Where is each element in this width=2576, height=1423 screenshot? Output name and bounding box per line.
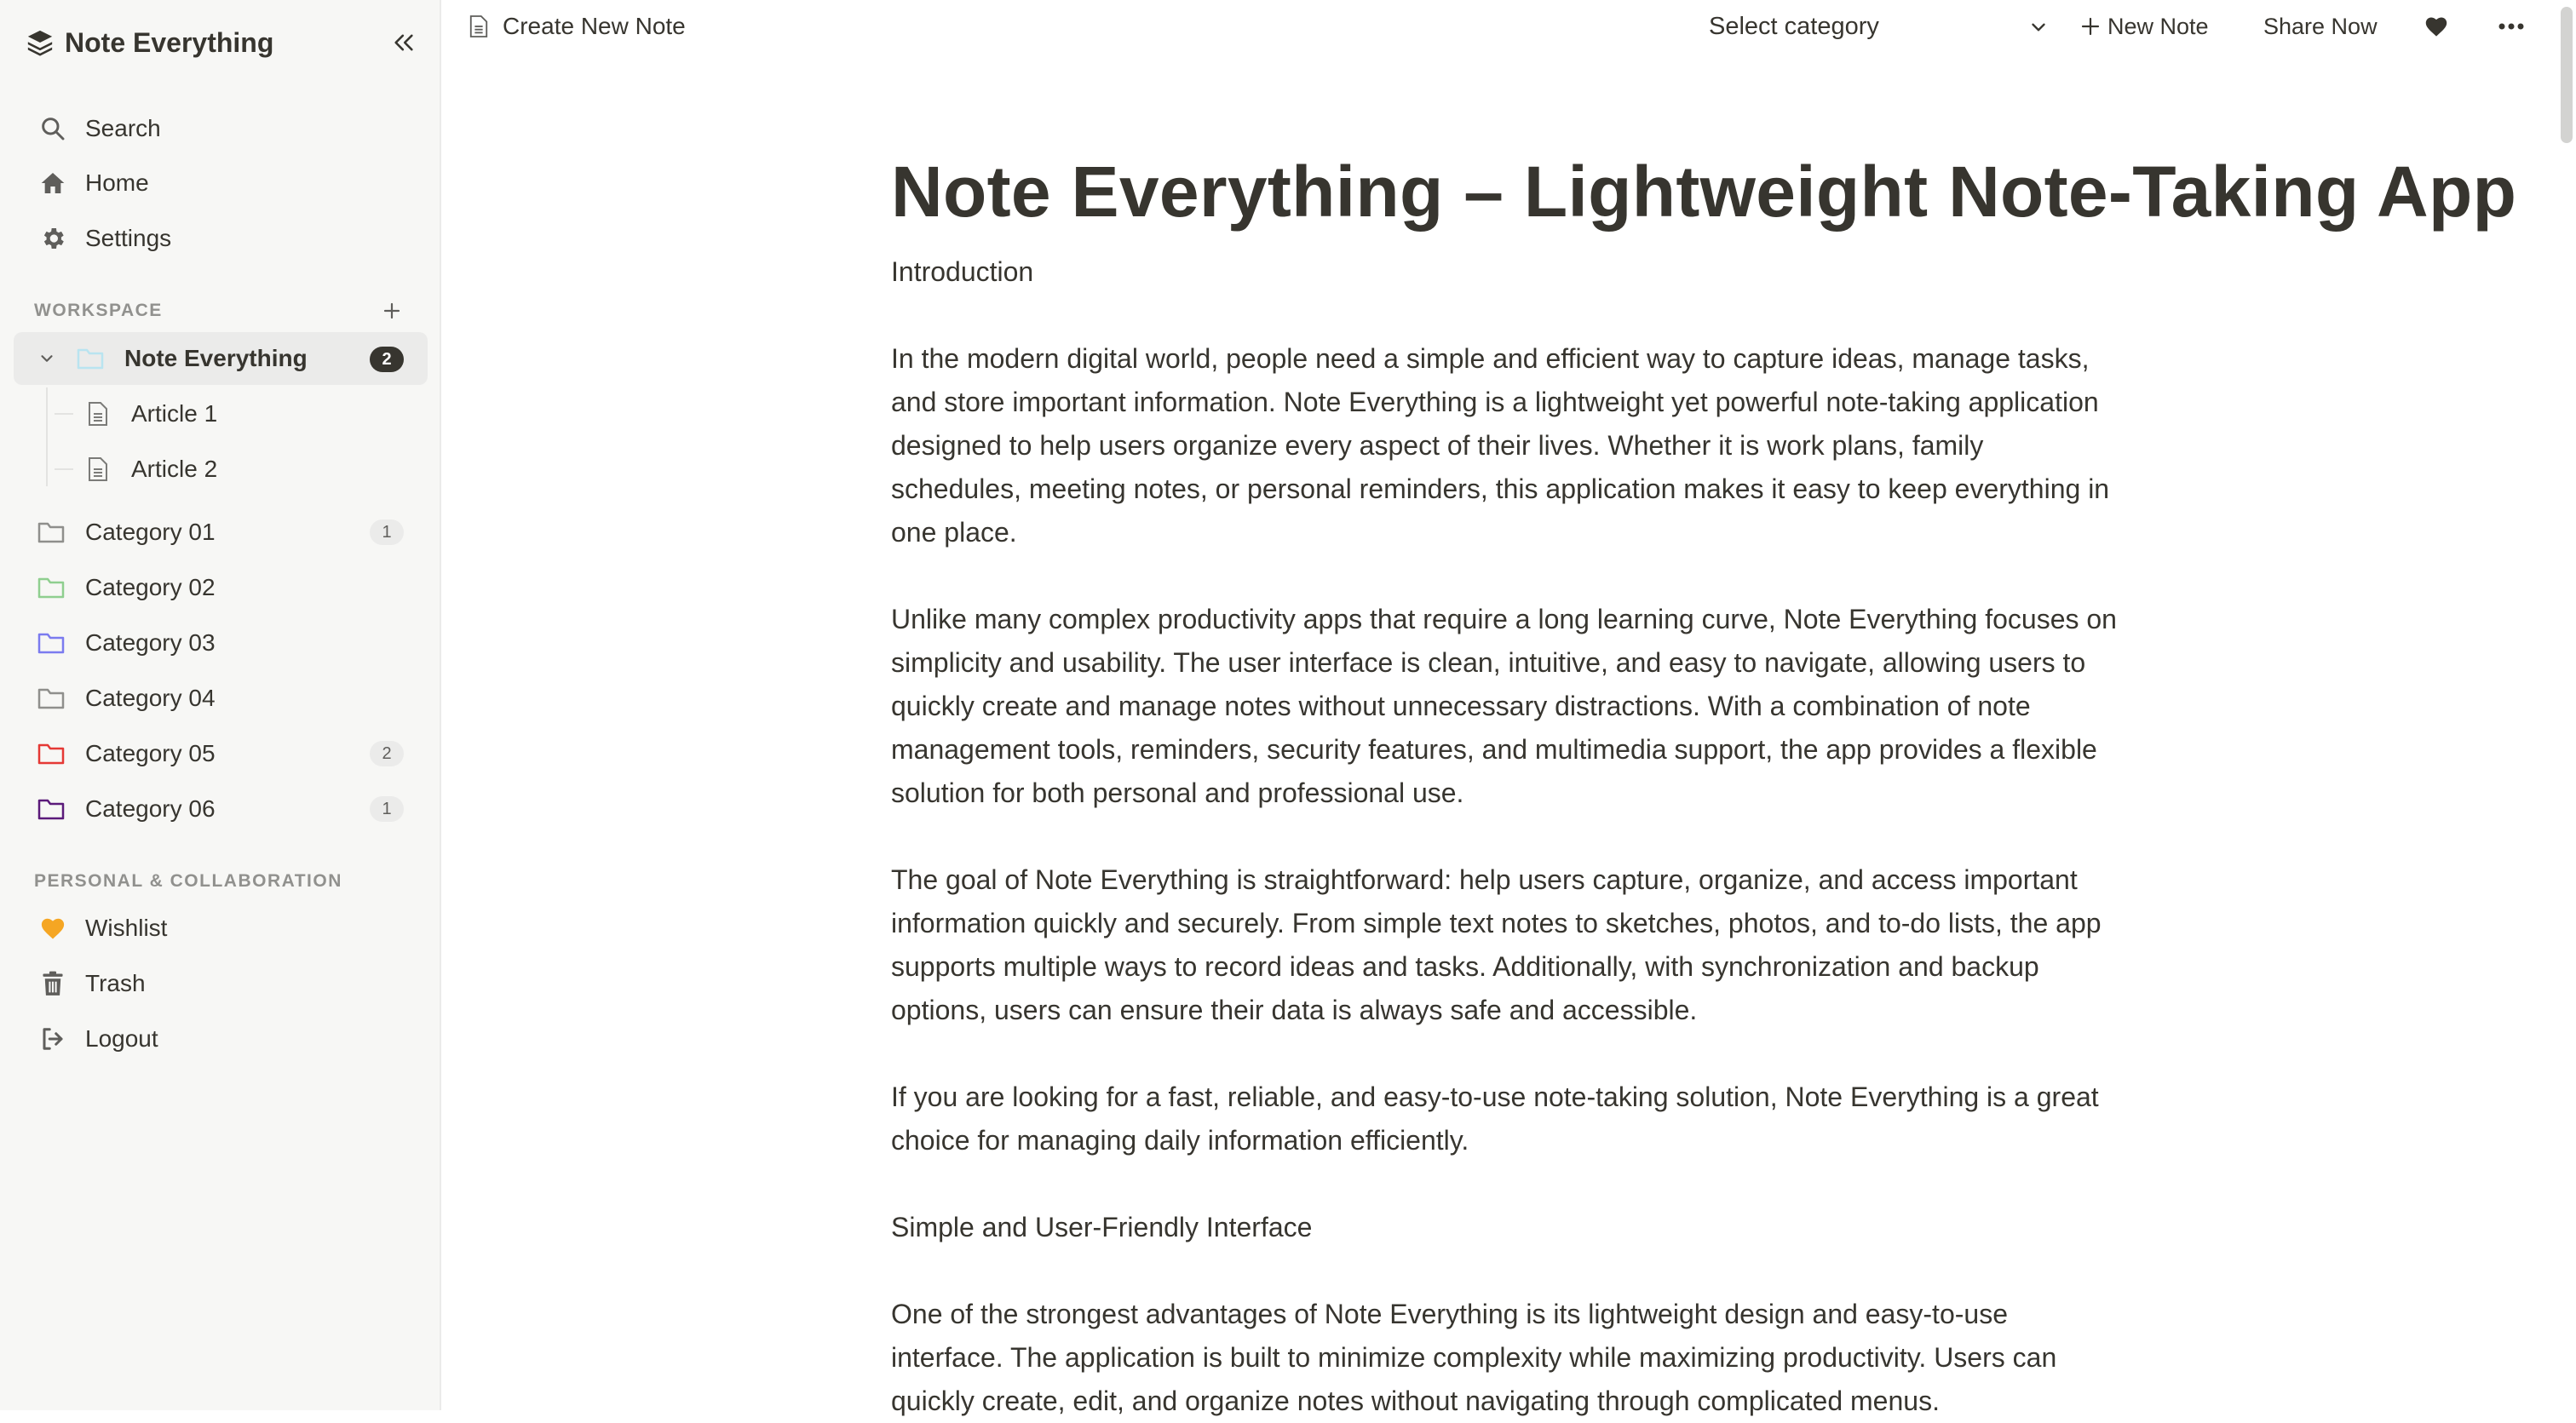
breadcrumb-label: Create New Note (503, 13, 686, 39)
new-note-label: New Note (2107, 13, 2209, 39)
more-horizontal-icon (2498, 21, 2525, 32)
category-label: Category 06 (85, 795, 216, 822)
document-body (891, 145, 2517, 1423)
nav-search-label: Search (85, 115, 161, 141)
nav-trash[interactable] (14, 959, 428, 1008)
logout-icon (37, 1024, 68, 1054)
category-count-badge: 2 (370, 741, 404, 766)
folder-icon (37, 686, 68, 710)
paragraph[interactable]: Unlike many complex productivity apps that require a long learning curve, Note Everything focuses on simplicity and usability. The user interface is clean, intuitive, and easy to navigate, allowing users to quickly create and manage notes without unnecessary distractions. With a combination of note management tools, reminders, security features, and multimedia support, the app provides a flexible solution for both personal and professional use. (891, 604, 2117, 808)
article-item[interactable] (55, 445, 421, 493)
paragraph[interactable]: If you are looking for a fast, reliable, and easy-to-use note-taking solution, Note Everything is a great choice for managing daily information efficiently. (891, 1082, 2099, 1156)
workspace-label: Note Everything (124, 345, 308, 371)
document-icon (87, 456, 112, 482)
category-label: Category 03 (85, 629, 216, 656)
folder-icon (37, 520, 68, 544)
nav-trash-label: Trash (85, 970, 146, 996)
heart-icon (2424, 15, 2448, 37)
favorite-button[interactable] (2424, 5, 2455, 48)
category-label: Category 05 (85, 740, 216, 766)
category-item[interactable] (14, 508, 428, 557)
document-title[interactable]: Note Everything – Lightweight Note-Taking App (891, 152, 2517, 232)
nav-home[interactable] (14, 158, 428, 208)
category-label: Category 04 (85, 685, 216, 711)
breadcrumb[interactable] (469, 7, 686, 46)
nav-wishlist[interactable] (14, 904, 428, 953)
folder-icon (77, 347, 107, 370)
workspace-count-badge: 2 (370, 347, 404, 372)
paragraph[interactable]: The goal of Note Everything is straightforward: help users capture, organize, and access important information quickly and securely. From simple text notes to sketches, photos, and to-do lists, the app supports multiple ways to record ideas and tasks. Additionally, with synchronization and backup options, users can ensure their data is always safe and accessible. (891, 864, 2102, 1025)
category-item[interactable] (14, 618, 428, 668)
workspace-section-header (34, 294, 409, 328)
nav-logout-label: Logout (85, 1025, 158, 1052)
nav-settings[interactable] (14, 214, 428, 263)
tree-guide-line (46, 387, 48, 486)
nav-home-label: Home (85, 169, 149, 196)
personal-heading: PERSONAL & COLLABORATION (34, 871, 342, 891)
article-item[interactable] (55, 390, 421, 438)
folder-icon (37, 576, 68, 600)
app-title: Note Everything (65, 26, 274, 58)
category-label: Category 01 (85, 519, 216, 545)
scrollbar-thumb[interactable] (2561, 7, 2573, 143)
plus-icon (382, 301, 402, 321)
paragraph[interactable]: One of the strongest advantages of Note Everything is its lightweight design and easy-to-use interface. The application is built to minimize complexity while maximizing productivity. Users can quickly create, edit, and organize notes without navigating through complicated menus. (891, 1299, 2057, 1416)
add-workspace-button[interactable] (375, 294, 409, 328)
workspace-item-note-everything[interactable] (14, 332, 428, 385)
category-select[interactable] (1692, 5, 2067, 48)
home-icon (37, 168, 68, 198)
share-now-button[interactable] (2263, 5, 2378, 48)
heart-icon (37, 913, 68, 944)
category-item[interactable] (14, 784, 428, 834)
sidebar (0, 0, 441, 1410)
nav-logout[interactable] (14, 1014, 428, 1064)
folder-icon (37, 631, 68, 655)
folder-icon (37, 797, 68, 821)
more-options-button[interactable] (2498, 5, 2532, 48)
topbar (443, 0, 2576, 53)
article-label: Article 1 (131, 400, 218, 427)
chevron-down-icon[interactable] (34, 349, 60, 368)
layers-logo-icon (26, 27, 56, 58)
workspace-heading: WORKSPACE (34, 301, 163, 320)
folder-icon (37, 742, 68, 766)
intro-heading[interactable]: Introduction (891, 256, 1034, 287)
personal-section-header (34, 864, 409, 898)
category-label: Category 02 (85, 574, 216, 600)
gear-icon (37, 223, 68, 254)
category-item[interactable] (14, 563, 428, 612)
article-label: Article 2 (131, 456, 218, 482)
category-item[interactable] (14, 729, 428, 778)
paragraph[interactable]: In the modern digital world, people need a simple and efficient way to capture ideas, manage tasks, and store important information. Note Everything is a lightweight yet powerful note-taking application designed to help users organize every aspect of their lives. Whether it is work plans, family schedules, meeting notes, or personal reminders, this application makes it easy to keep everything in one place. (891, 343, 2110, 548)
new-note-button[interactable] (2080, 5, 2209, 48)
section-heading[interactable]: Simple and User-Friendly Interface (891, 1212, 1313, 1242)
nav-search[interactable] (14, 104, 428, 153)
nav-wishlist-label: Wishlist (85, 915, 168, 941)
trash-icon (37, 968, 68, 999)
document-icon (469, 14, 492, 39)
search-icon (37, 113, 68, 144)
document-icon (87, 401, 112, 427)
category-item[interactable] (14, 674, 428, 723)
plus-icon (2080, 16, 2101, 37)
share-now-label: Share Now (2263, 13, 2378, 39)
collapse-sidebar-button[interactable] (385, 26, 423, 60)
tree-connector (55, 413, 73, 415)
app-brand[interactable] (26, 22, 417, 63)
tree-connector (55, 468, 73, 470)
category-count-badge: 1 (370, 796, 404, 822)
chevron-down-icon (2027, 16, 2050, 43)
nav-settings-label: Settings (85, 225, 172, 251)
category-count-badge: 1 (370, 519, 404, 545)
double-chevron-left-icon (392, 31, 416, 55)
category-select-value: Select category (1709, 12, 1879, 40)
